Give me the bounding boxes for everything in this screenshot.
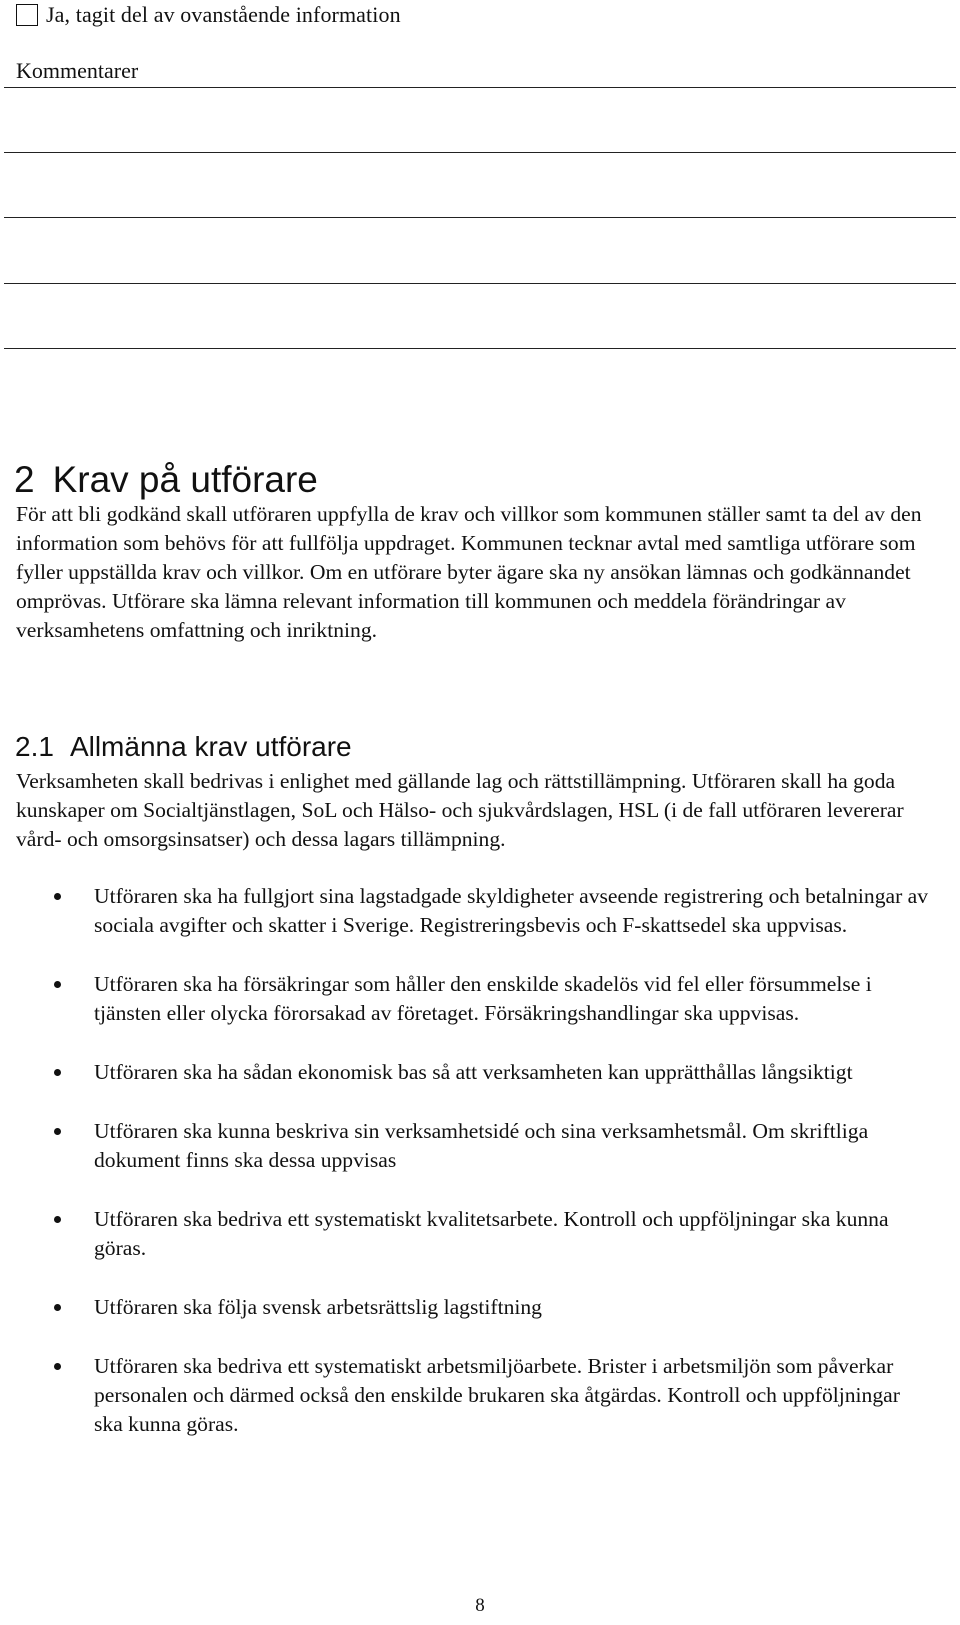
section-2-1-title: Allmänna krav utförare xyxy=(69,731,352,763)
list-item: Utföraren ska ha fullgjort sina lagstadgade skyldigheter avseende registrering och betalningar av sociala avgifter och skatter i Sverige. Registreringsbevis och F-skattsedel ska uppvisas. xyxy=(0,882,934,940)
requirements-list xyxy=(0,882,960,1439)
list-item: Utföraren ska ha sådan ekonomisk bas så att verksamheten kan upprätthållas långsiktigt xyxy=(0,1058,934,1087)
comments-label: Kommentarer xyxy=(16,58,139,83)
comment-line[interactable] xyxy=(4,152,956,153)
section-2-paragraph: För att bli godkänd skall utföraren uppfylla de krav och villkor som kommunen ställer samt ta del av den information som behövs för att fullfölja uppdraget. Kommunen tecknar avtal med samtliga utförare som fyller uppställda krav och villkor. Om en utförare byter ägare ska ny ansökan lämnas och godkännandet omprövas. Utförare ska lämna relevant information till kommunen och meddela förändringar av verksamhetens omfattning och inriktning. xyxy=(16,502,922,642)
comment-line[interactable] xyxy=(4,348,956,349)
page-number: 8 xyxy=(475,1595,485,1616)
section-2-1-paragraph: Verksamheten skall bedrivas i enlighet med gällande lag och rättstillämpning. Utföraren skall ha goda kunskaper om Socialtjänstlagen, SoL och Hälso- och sjukvårdslagen, HSL (i de fall utföraren levererar vård- och omsorgsinsatser) och dessa lagars tillämpning. xyxy=(16,769,904,851)
list-item: Utföraren ska bedriva ett systematiskt arbetsmiljöarbete. Brister i arbetsmiljön som påverkar personalen och därmed också den enskilde brukaren ska åtgärdas. Kontroll och uppföljningar ska kunna göras. xyxy=(0,1352,934,1439)
section-2-number: 2 xyxy=(14,458,35,500)
comment-line[interactable] xyxy=(4,87,956,88)
list-item: Utföraren ska följa svensk arbetsrättslig lagstiftning xyxy=(0,1293,934,1322)
consent-checkbox-label: Ja, tagit del av ovanstående information xyxy=(46,2,401,27)
comment-line[interactable] xyxy=(4,283,956,284)
consent-checkbox-row[interactable] xyxy=(16,2,401,28)
section-2-1-heading xyxy=(15,730,352,764)
list-item: Utföraren ska ha försäkringar som håller den enskilde skadelös vid fel eller försummelse i tjänsten eller olycka förorsakad av företaget. Försäkringshandlingar ska uppvisas. xyxy=(0,970,934,1028)
list-item: Utföraren ska kunna beskriva sin verksamhetsidé och sina verksamhetsmål. Om skriftliga dokument finns ska dessa uppvisas xyxy=(0,1117,934,1175)
section-2-title: Krav på utförare xyxy=(52,458,318,500)
comment-line[interactable] xyxy=(4,217,956,218)
list-item: Utföraren ska bedriva ett systematiskt kvalitetsarbete. Kontroll och uppföljningar ska kunna göras. xyxy=(0,1205,934,1263)
section-2-1-number: 2.1 xyxy=(15,731,54,763)
consent-checkbox[interactable] xyxy=(16,4,38,26)
section-2-heading xyxy=(14,458,318,502)
